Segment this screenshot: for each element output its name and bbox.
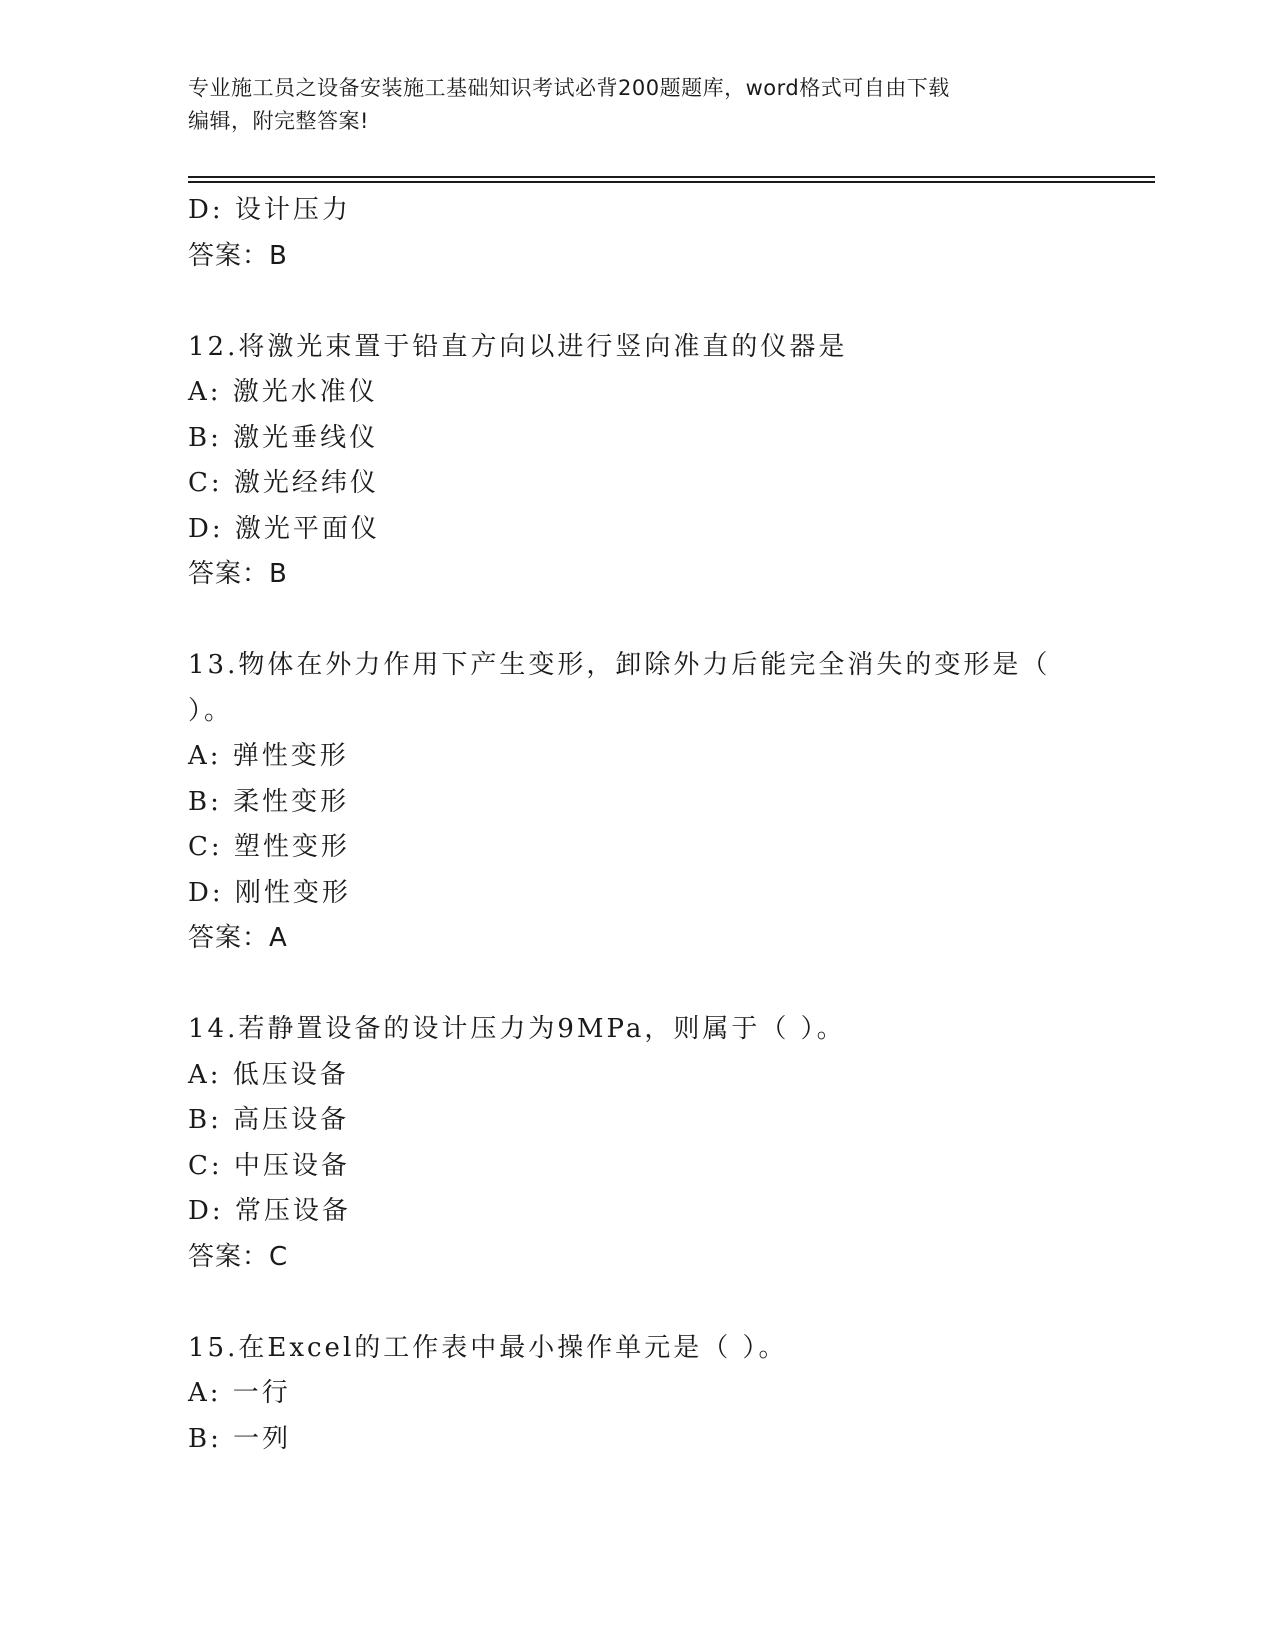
answer-line: 答案：A (188, 923, 288, 953)
question-stem: 12.将激光束置于铅直方向以进行竖向准直的仪器是 (188, 331, 848, 362)
option-c: C: 中压设备 (188, 1150, 350, 1181)
option-a: A: 一行 (188, 1378, 291, 1408)
question-list (188, 188, 1088, 1462)
spacer (188, 1280, 1088, 1326)
spacer (188, 279, 1088, 325)
question-stem: 15.在Excel的工作表中最小操作单元是（ ）。 (188, 1332, 788, 1363)
option-a: A: 激光水准仪 (188, 377, 378, 407)
document-header (188, 72, 1068, 138)
answer-line: 答案：C (188, 1241, 289, 1272)
question-stem: 14.若静置设备的设计压力为9MPa，则属于（ ）。 (188, 1014, 846, 1044)
spacer (188, 962, 1088, 1008)
option-b: B: 一列 (188, 1423, 292, 1454)
header-title-line-1: 专业施工员之设备安装施工基础知识考试必背200题题库，word格式可自由下载 (188, 76, 950, 100)
header-divider-top (188, 176, 1155, 178)
question-15 (188, 1326, 1088, 1463)
option-a: A: 弹性变形 (188, 741, 349, 771)
question-stem: 13.物体在外力作用下产生变形，卸除外力后能完全消失的变形是（ (188, 650, 1051, 680)
question-12 (188, 325, 1088, 598)
option-c: C: 激光经纬仪 (188, 468, 379, 498)
question-stem-continuation: ）。 (188, 695, 234, 726)
header-title-line-2: 编辑，附完整答案! (188, 109, 369, 133)
question-14 (188, 1007, 1088, 1280)
option-d: D: 激光平面仪 (188, 513, 380, 544)
question-13 (188, 643, 1088, 962)
spacer (188, 598, 1088, 644)
previous-question-tail (188, 188, 1088, 279)
option-c: C: 塑性变形 (188, 832, 350, 862)
header-divider-bottom (188, 181, 1155, 183)
option-d: D: 常压设备 (188, 1196, 351, 1226)
option-d: D: 刚性变形 (188, 877, 351, 908)
option-b: B: 激光垂线仪 (188, 422, 379, 453)
option-a: A: 低压设备 (188, 1059, 349, 1090)
option-b: B: 高压设备 (188, 1105, 350, 1135)
option-b: B: 柔性变形 (188, 786, 350, 817)
option-d: D: 设计压力 (188, 195, 351, 225)
answer-line: 答案：B (188, 559, 288, 589)
answer-line: 答案：B (188, 240, 288, 271)
